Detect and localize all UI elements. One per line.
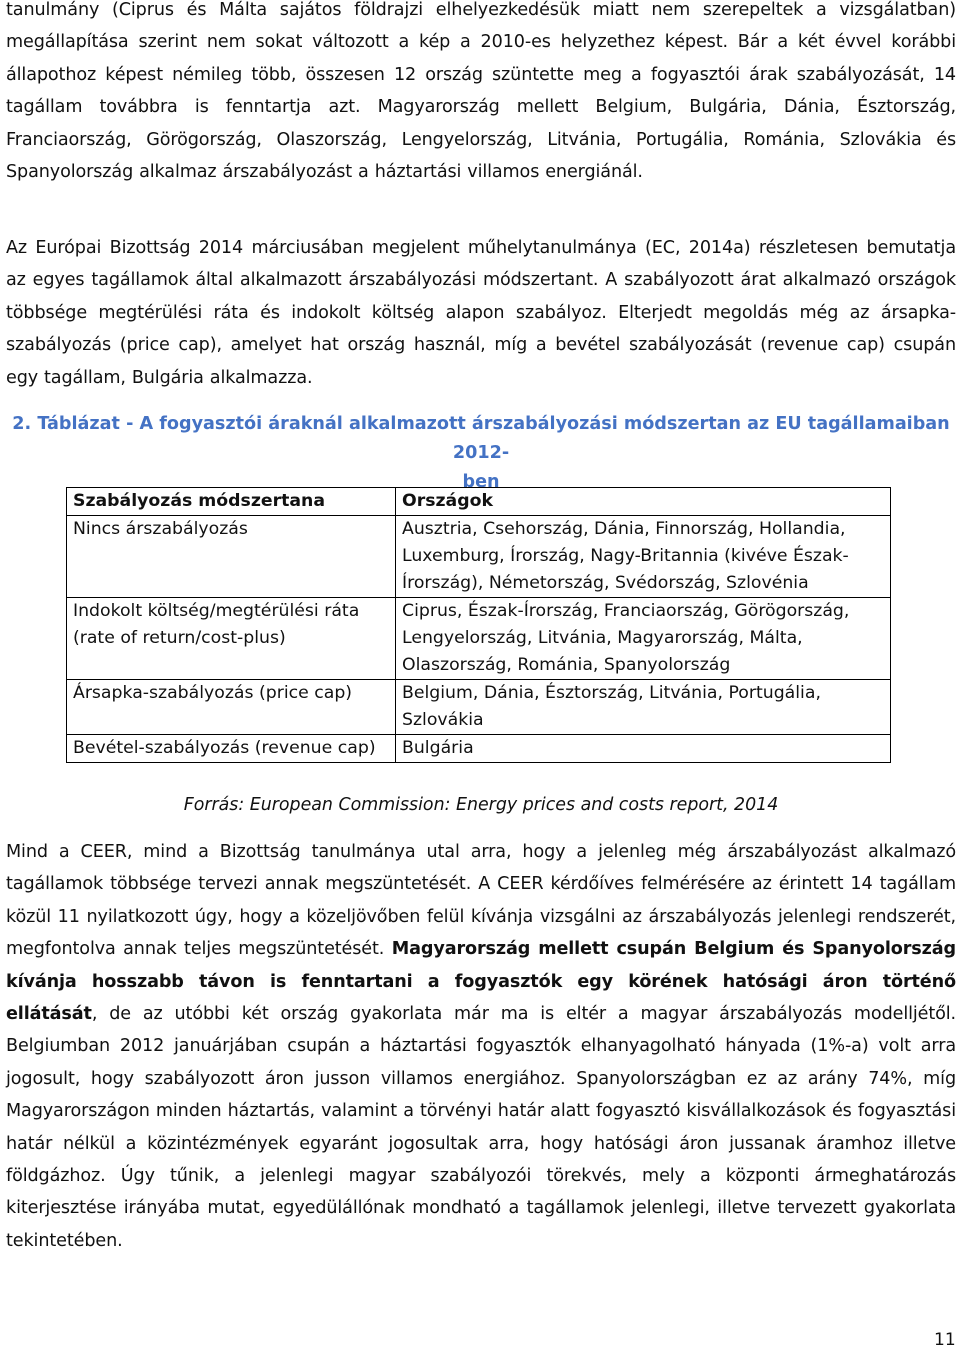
paragraph-3-part-2: , de az utóbbi két ország gyakorlata már ma is eltér a magyar árszabályozás modelljétől. Belgiumban 2012 januárjában csupán a háztartási fogyasztók elhanyagolható hányada (1%-a) volt arra jogosult, hogy szabályozott áron jusson villamos energiához. Spanyolországban ez az arány 74%, míg Magyarországon minden háztartás, valamint a törvényi határ alatt fogyasztó kisvállalkozások és fogyasztási határ nélkül a közintézmények egyaránt jogosultak arra, hogy hatósági áron jussanak áramhoz illetve földgázhoz. Úgy tűnik, a jelenlegi magyar szabályozói törekvés, mely a központi ármeghatározás kiterjesztése irányába mutat, egyedülállónak mondható a tagállamok jelenlegi, illetve tervezett gyakorlata tekintetében.	[6, 1004, 956, 1251]
cell-countries: Ciprus, Észak-Írország, Franciaország, Görögország, Lengyelország, Litvánia, Magyarország, Málta, Olaszország, Románia, Spanyolország	[396, 598, 891, 680]
table-caption-line-2: ben	[462, 472, 500, 492]
table-header-row	[67, 488, 891, 516]
page-number: 11	[934, 1330, 956, 1350]
table-row	[67, 598, 891, 680]
regulation-table-container	[66, 487, 891, 763]
paragraph-2: Az Európai Bizottság 2014 márciusában megjelent műhelytanulmánya (EC, 2014a) részletesen bemutatja az egyes tagállamok által alkalmazott árszabályozási módszertant. A szabályozott árat alkalmazó országok többsége megtérülési ráta és indokolt költség alapon szabályoz. Elterjedt megoldás még az ársapka-szabályozás (price cap), amelyet hat ország használ, míg a bevétel szabályozását (revenue cap) csupán egy tagállam, Bulgária alkalmazza.	[6, 238, 956, 388]
table-row	[67, 516, 891, 598]
header-countries: Országok	[396, 488, 891, 516]
table-source: Forrás: European Commission: Energy prices and costs report, 2014	[183, 795, 779, 815]
paragraph-1: tanulmány (Ciprus és Málta sajátos földrajzi elhelyezkedésük miatt nem szerepeltek a vizsgálatban) megállapítása szerint nem sokat változott a kép a 2010-es helyzethez képest. Bár a két évvel korábbi állapothoz képest némileg több, összesen 12 ország szüntette meg a fogyasztói árak szabályozását, 14 tagállam továbbra is fenntartja azt. Magyarország mellett Belgium, Bulgária, Dánia, Észtország, Franciaország, Görögország, Olaszország, Lengyelország, Litvánia, Portugália, Románia, Szlovákia és Spanyolország alkalmaz árszabályozást a háztartási villamos energiánál.	[6, 0, 956, 183]
cell-method: Bevétel-szabályozás (revenue cap)	[67, 735, 396, 763]
cell-method: Indokolt költség/megtérülési ráta (rate of return/cost-plus)	[67, 598, 396, 680]
cell-method: Ársapka-szabályozás (price cap)	[67, 680, 396, 735]
regulation-table	[66, 487, 891, 763]
table-caption-line-1: 2. Táblázat - A fogyasztói áraknál alkalmazott árszabályozási módszertan az EU tagállamaiban 2012-	[12, 414, 950, 463]
table-row	[67, 735, 891, 763]
cell-countries: Bulgária	[396, 735, 891, 763]
cell-countries: Ausztria, Csehország, Dánia, Finnország, Hollandia, Luxemburg, Írország, Nagy-Britannia (kivéve Észak-Írország), Németország, Svédország, Szlovénia	[396, 516, 891, 598]
cell-method: Nincs árszabályozás	[67, 516, 396, 598]
table-row	[67, 680, 891, 735]
table-caption	[6, 410, 956, 497]
paragraph-3-part-1: Mind a CEER, mind a Bizottság tanulmánya utal arra, hogy a jelenleg még árszabályozást alkalmazó tagállamok többsége tervezi annak megszüntetését. A CEER kérdőíves felmérésére az érintett 14 tagállam közül 11 nyilatkozott úgy, hogy a közeljövőben felül kívánja vizsgálni az árszabályozás jelenlegi rendszerét, megfontolva annak teljes megszüntetését.	[6, 842, 956, 960]
header-method: Szabályozás módszertana	[67, 488, 396, 516]
paragraph-3	[6, 836, 956, 1257]
paragraph-3-bold: Magyarország mellett csupán Belgium és Spanyolország kívánja hosszabb távon is fenntartani a fogyasztók egy körének hatósági áron történő ellátását	[6, 939, 956, 1025]
cell-countries: Belgium, Dánia, Észtország, Litvánia, Portugália, Szlovákia	[396, 680, 891, 735]
